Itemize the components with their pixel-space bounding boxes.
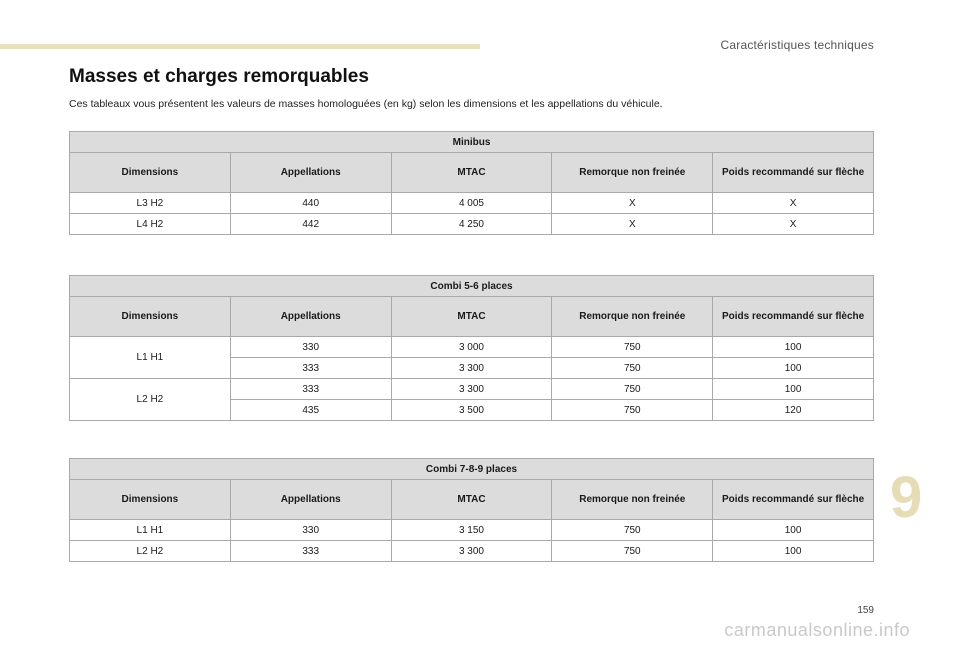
- table-cell: 333: [230, 379, 391, 400]
- column-header-appellations: Appellations: [230, 153, 391, 193]
- table-cell: 100: [713, 379, 874, 400]
- table-cell: 3 300: [391, 379, 552, 400]
- table-cell: 333: [230, 541, 391, 562]
- table-cell: 3 300: [391, 541, 552, 562]
- table-caption: Minibus: [70, 132, 874, 153]
- combi-7-8-9-table: [69, 458, 874, 562]
- table-cell: 4 250: [391, 214, 552, 235]
- table-cell: L4 H2: [70, 214, 231, 235]
- table-cell: X: [713, 214, 874, 235]
- table-row: [70, 520, 874, 541]
- column-header-nose-weight: Poids recommandé sur flèche: [713, 297, 874, 337]
- table-cell: 3 150: [391, 520, 552, 541]
- table-cell: 100: [713, 520, 874, 541]
- combi-5-6-table: [69, 275, 874, 421]
- chapter-number: 9: [890, 465, 923, 530]
- table-cell: 333: [230, 358, 391, 379]
- table-cell: X: [552, 214, 713, 235]
- page-number: 159: [857, 605, 874, 616]
- minibus-table: [69, 131, 874, 235]
- table-row: [70, 193, 874, 214]
- table-cell: 4 005: [391, 193, 552, 214]
- table-cell: 100: [713, 337, 874, 358]
- column-header-mtac: MTAC: [391, 153, 552, 193]
- column-header-dimensions: Dimensions: [70, 297, 231, 337]
- table-row: [70, 541, 874, 562]
- table-cell: 750: [552, 358, 713, 379]
- table-cell: L2 H2: [70, 541, 231, 562]
- page-title: Masses et charges remorquables: [69, 66, 369, 87]
- table-cell: 442: [230, 214, 391, 235]
- column-header-nose-weight: Poids recommandé sur flèche: [713, 480, 874, 520]
- column-header-unbraked-trailer: Remorque non freinée: [552, 480, 713, 520]
- table-cell: 750: [552, 520, 713, 541]
- header-accent-bar: [0, 44, 480, 49]
- table-cell: 3 500: [391, 400, 552, 421]
- table-cell: L1 H1: [70, 520, 231, 541]
- column-header-dimensions: Dimensions: [70, 153, 231, 193]
- section-header: Caractéristiques techniques: [720, 38, 874, 52]
- table-cell: 435: [230, 400, 391, 421]
- column-header-mtac: MTAC: [391, 297, 552, 337]
- table-cell: 100: [713, 541, 874, 562]
- table-cell: 330: [230, 520, 391, 541]
- column-header-nose-weight: Poids recommandé sur flèche: [713, 153, 874, 193]
- table-cell: 120: [713, 400, 874, 421]
- table-cell: 750: [552, 379, 713, 400]
- table-caption: Combi 7-8-9 places: [70, 459, 874, 480]
- table-cell: X: [552, 193, 713, 214]
- table-caption: Combi 5-6 places: [70, 276, 874, 297]
- table-cell: 440: [230, 193, 391, 214]
- table-cell: 3 300: [391, 358, 552, 379]
- column-header-appellations: Appellations: [230, 480, 391, 520]
- table-row: [70, 337, 874, 358]
- table-cell: L2 H2: [70, 379, 231, 421]
- table-row: [70, 379, 874, 400]
- column-header-appellations: Appellations: [230, 297, 391, 337]
- table-cell: 3 000: [391, 337, 552, 358]
- table-cell: X: [713, 193, 874, 214]
- watermark[interactable]: carmanualsonline.info: [724, 620, 910, 640]
- table-cell: 750: [552, 541, 713, 562]
- table-cell: L1 H1: [70, 337, 231, 379]
- column-header-mtac: MTAC: [391, 480, 552, 520]
- column-header-dimensions: Dimensions: [70, 480, 231, 520]
- column-header-unbraked-trailer: Remorque non freinée: [552, 297, 713, 337]
- table-cell: 750: [552, 400, 713, 421]
- table-cell: L3 H2: [70, 193, 231, 214]
- intro-text: Ces tableaux vous présentent les valeurs de masses homologuées (en kg) selon les dimensions et les appellations du véhicule.: [69, 98, 663, 110]
- table-row: [70, 214, 874, 235]
- table-cell: 330: [230, 337, 391, 358]
- column-header-unbraked-trailer: Remorque non freinée: [552, 153, 713, 193]
- table-cell: 100: [713, 358, 874, 379]
- table-cell: 750: [552, 337, 713, 358]
